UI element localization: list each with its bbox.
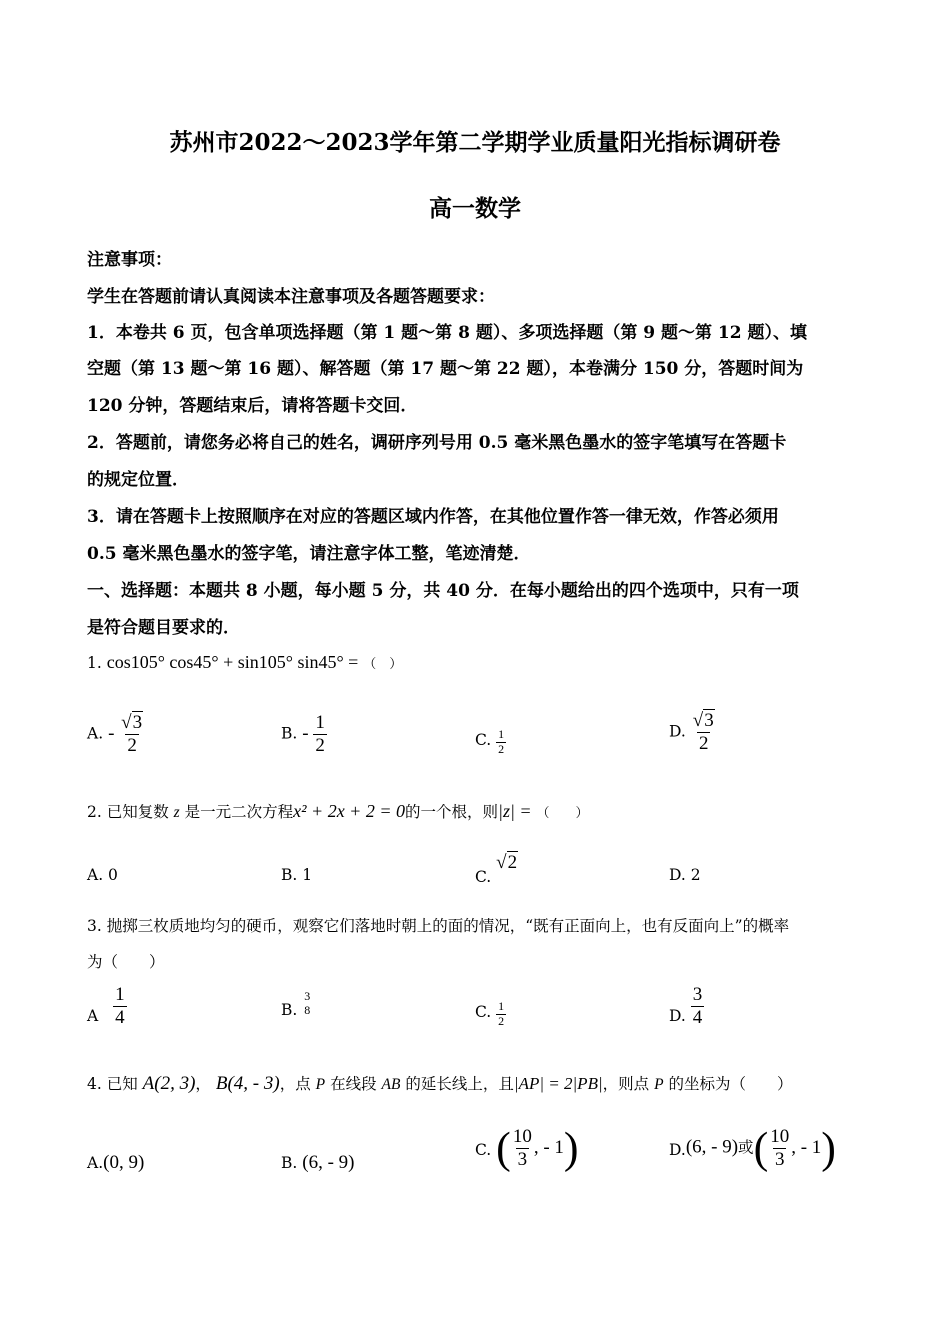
q4-text-e: ，则点 bbox=[602, 1075, 650, 1093]
q4-option-c-value: ( $\frac{10}{3}$ , - 1) bbox=[496, 1123, 579, 1173]
q4-segment-ab: AB bbox=[381, 1076, 401, 1093]
q4-point-a: A(2, 3) bbox=[142, 1073, 196, 1094]
q4-option-a-value: (0, 9) bbox=[103, 1152, 145, 1173]
q4-text-d: 的延长线上，且 bbox=[405, 1075, 514, 1093]
q4-text-c: 在线段 bbox=[330, 1075, 377, 1093]
option-label: B. bbox=[281, 724, 298, 743]
option-label: C. bbox=[475, 1003, 492, 1022]
option-label: B. bbox=[281, 1000, 298, 1019]
q4-option-d[interactable] bbox=[669, 1123, 836, 1173]
q4-option-b[interactable] bbox=[281, 1152, 355, 1174]
q2-var-z: z bbox=[173, 804, 180, 821]
q2-sqrt-value: 2 bbox=[507, 852, 518, 873]
numerator: 3 bbox=[304, 989, 311, 1003]
q4-condition: |AP| = 2|PB| bbox=[513, 1074, 603, 1093]
q4-option-c-tail: , - 1 bbox=[533, 1136, 564, 1158]
option-label: C. bbox=[475, 868, 492, 886]
option-label: A. bbox=[87, 724, 104, 743]
q2-text-b: 是一元二次方程 bbox=[184, 803, 294, 821]
q3-option-c[interactable] bbox=[475, 1000, 506, 1029]
denominator: 2 bbox=[498, 1013, 505, 1028]
q4-option-a[interactable] bbox=[87, 1152, 144, 1174]
notice-item1-line3: 120 分钟，答题结束后，请将答题卡交回． bbox=[87, 396, 418, 416]
notice-intro: 学生在答题前请认真阅读本注意事项及各题答题要求： bbox=[87, 287, 495, 307]
denominator: 3 bbox=[774, 1148, 785, 1170]
q1-option-a[interactable] bbox=[87, 712, 145, 757]
q4-text-a: 4. 已知 bbox=[87, 1075, 138, 1093]
q2-absz: |z| = bbox=[498, 801, 532, 821]
q3-line2: 为（ ） bbox=[87, 953, 165, 971]
q2-paren: （ ） bbox=[536, 806, 589, 821]
option-label: B. bbox=[281, 1154, 298, 1172]
q4-option-d-or: 或 bbox=[738, 1138, 754, 1157]
q4-option-c[interactable] bbox=[475, 1123, 579, 1173]
q4-point-b: B(4, - 3) bbox=[215, 1073, 280, 1094]
denominator: 4 bbox=[115, 1006, 125, 1028]
q2-option-a[interactable]: A. 0 bbox=[87, 866, 118, 884]
denominator: 3 bbox=[517, 1148, 528, 1170]
q2-equation: x² + 2x + 2 = 0 bbox=[293, 801, 405, 821]
notice-heading: 注意事项： bbox=[87, 250, 172, 270]
numerator: 1 bbox=[498, 999, 505, 1013]
q2-option-c[interactable] bbox=[475, 852, 518, 886]
option-label: C. bbox=[475, 1140, 492, 1159]
numerator: 10 bbox=[512, 1126, 532, 1147]
option-label: A bbox=[87, 1006, 99, 1025]
denominator: 4 bbox=[692, 1006, 703, 1028]
q3-line1: 3. 抛掷三枚质地均匀的硬币，观察它们落地时朝上的面的情况，“既有正面向上，也有反面向上”的概率 bbox=[87, 917, 790, 935]
q3-option-a[interactable] bbox=[87, 984, 127, 1029]
q1-number: 1. bbox=[87, 654, 102, 672]
q2-stem bbox=[87, 800, 589, 822]
q3-option-d-value bbox=[691, 984, 705, 1028]
q1-option-c-value: $\frac{1}{2}$ bbox=[498, 727, 505, 756]
option-label: D. bbox=[669, 1006, 686, 1025]
q4-option-d-value-1: (6, - 9) bbox=[685, 1136, 739, 1158]
numerator: 1 bbox=[115, 984, 125, 1005]
section1-line1: 一、选择题：本题共 8 小题，每小题 5 分，共 40 分．在每小题给出的四个选项中，只有一项 bbox=[87, 581, 799, 601]
page-subtitle: 高一数学 bbox=[429, 195, 521, 222]
notice-item1-line1: 1．本卷共 6 页，包含单项选择题（第 1 题～第 8 题）、多项选择题（第 9 题～第 12 题）、填 bbox=[87, 323, 807, 343]
q4-var-p: P bbox=[315, 1076, 326, 1093]
notice-item3-line1: 3．请在答题卡上按照顺序在对应的答题区域内作答，在其他位置作答一律无效，作答必须用 bbox=[87, 507, 779, 527]
q4-var-p-2: P bbox=[654, 1076, 664, 1093]
numerator: 3 bbox=[692, 984, 703, 1005]
q4-option-d-value-2: ( $\frac{10}{3}$ , - 1) bbox=[753, 1123, 836, 1173]
q1-stem bbox=[87, 652, 402, 673]
q1-option-d-value: $\frac{√3}{2}$ bbox=[692, 710, 714, 754]
q3-option-d[interactable] bbox=[669, 984, 704, 1029]
q1-option-b[interactable] bbox=[281, 712, 327, 757]
option-label: C. bbox=[475, 731, 492, 750]
q1-option-a-value: - $\frac{√3}{2}$ bbox=[108, 712, 143, 756]
section1-line2: 是符合题目要求的． bbox=[87, 618, 240, 638]
numerator: 10 bbox=[770, 1126, 790, 1147]
option-label: A. bbox=[87, 1154, 104, 1172]
q4-text-f: 的坐标为（ ） bbox=[668, 1075, 793, 1093]
page-title: 苏州市2022～2023学年第二学期学业质量阳光指标调研卷 bbox=[169, 129, 781, 156]
q3-option-c-value bbox=[496, 999, 506, 1028]
q3-option-b-value bbox=[302, 989, 312, 1017]
q2-text-a: 2. 已知复数 bbox=[87, 803, 169, 821]
q1-option-d[interactable] bbox=[669, 710, 717, 755]
q1-expression: cos105° cos45° + sin105° sin45° = bbox=[106, 652, 359, 672]
notice-item3-line2: 0.5 毫米黑色墨水的签字笔，请注意字体工整，笔迹清楚． bbox=[87, 544, 531, 564]
q4-option-b-value: (6, - 9) bbox=[302, 1152, 355, 1173]
notice-item2-line1: 2．答题前，请您务必将自己的姓名，调研序列号用 0.5 毫米黑色墨水的签字笔填写在答题卡 bbox=[87, 433, 787, 453]
q1-option-b-value: - $\frac{1}{2}$ bbox=[302, 712, 325, 756]
option-label: D. bbox=[669, 722, 686, 741]
q2-option-d[interactable]: D. 2 bbox=[669, 866, 701, 884]
q3-option-a-value bbox=[113, 984, 127, 1028]
notice-item2-line2: 的规定位置． bbox=[87, 470, 189, 490]
q4-option-d-tail: , - 1 bbox=[791, 1136, 822, 1158]
notice-item1-line2: 空题（第 13 题～第 16 题）、解答题（第 17 题～第 22 题），本卷满分 150 分，答题时间为 bbox=[87, 359, 804, 379]
q1-paren: （ ） bbox=[363, 657, 403, 672]
q2-text-c: 的一个根，则 bbox=[404, 803, 498, 821]
q2-option-b[interactable]: B. 1 bbox=[281, 866, 313, 884]
q4-sep: ， bbox=[195, 1075, 211, 1093]
q2-option-c-value: √2 bbox=[496, 852, 518, 873]
option-label: D. bbox=[669, 1140, 686, 1159]
q4-stem bbox=[87, 1072, 793, 1095]
denominator: 8 bbox=[304, 1002, 311, 1017]
q1-option-c[interactable] bbox=[475, 728, 506, 757]
q4-text-b: ，点 bbox=[279, 1075, 311, 1093]
q3-option-b[interactable] bbox=[281, 990, 312, 1018]
